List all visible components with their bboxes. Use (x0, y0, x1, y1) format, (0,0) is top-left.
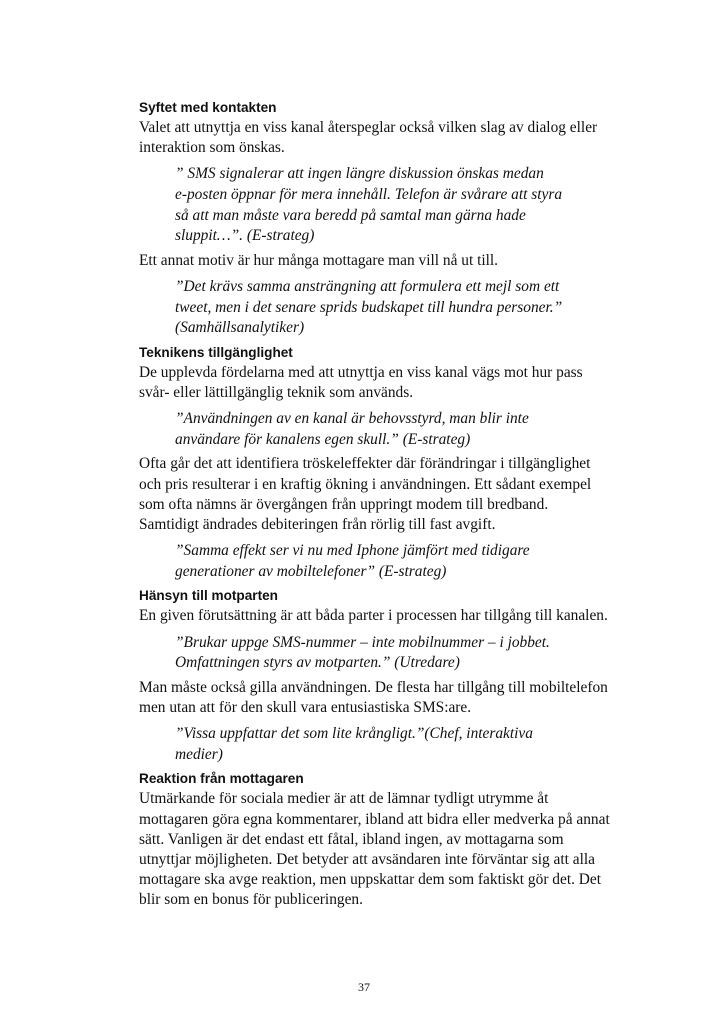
quote-block (175, 277, 575, 339)
quote-line: användare för kanalens egen skull.” (E-strateg) (175, 430, 471, 448)
quote-block (175, 633, 575, 674)
text-line: interaktion som önskas. (139, 139, 285, 157)
text-line: Valet att utnyttja en viss kanal återspeglar också vilken slag av dialog eller (139, 119, 598, 136)
text-line: och pris resulterar i en kraftig ökning i användningen. Ett sådant exempel (139, 475, 592, 493)
text-line: Utmärkande för sociala medier är att de lämnar tydligt utrymme åt (139, 790, 549, 808)
quote-line: medier) (175, 745, 223, 763)
quote-line: Omfattningen styrs av motparten.” (Utredare) (175, 654, 460, 672)
quote-block (175, 724, 575, 765)
page-content (139, 98, 609, 917)
quote-line: ”Vissa uppfattar det som lite krångligt.”(Chef, interaktiva (175, 725, 533, 743)
text-line: De upplevda fördelarna med att utnyttja en viss kanal vägs mot hur pass (139, 363, 583, 381)
text-line: svår- eller lättillgänglig teknik som används. (139, 383, 414, 401)
text-line: men utan att för den skull vara entusiastiska SMS:are. (139, 698, 472, 716)
paragraph (139, 606, 609, 626)
text-line: Man måste också gilla användningen. De flesta har tillgång till mobiltelefon (139, 678, 608, 696)
paragraph (139, 678, 609, 718)
text-line: Samtidigt ändrades debiteringen från rörlig till fast avgift. (139, 515, 496, 533)
quote-block (175, 409, 575, 450)
text-line: sätt. Vanligen är det endast ett fåtal, ibland ingen, av mottagarna som (139, 830, 564, 848)
section-heading: Reaktion från mottagaren (139, 771, 304, 787)
text-line: mottagaren göra egna kommentarer, ibland att bidra eller medverka på annat (139, 810, 610, 828)
quote-line: tweet, men i det senare sprids budskapet till hundra personer.” (175, 298, 563, 316)
text-line: blir som en bonus för publiceringen. (139, 891, 363, 909)
text-line: Ofta går det att identifiera tröskeleffekter där förändringar i tillgänglighet (139, 455, 591, 473)
section-syftet (139, 98, 609, 339)
text-line: Ett annat motiv är hur många mottagare man vill nå ut till. (139, 251, 499, 269)
quote-line: e-posten öppnar för mera innehåll. Telefon är svårare att styra (175, 186, 563, 203)
page-number: 37 (358, 980, 370, 994)
section-teknikens (139, 343, 609, 583)
paragraph (139, 251, 609, 271)
text-line: mottagare ska avge reaktion, men uppskattar dem som faktiskt gör det. Det (139, 871, 602, 889)
text-line: som ofta nämns är övergången från uppringt modem till bredband. (139, 495, 549, 513)
text-line: utnyttjar möjligheten. Det betyder att avsändaren inte förväntar sig att alla (139, 850, 596, 868)
section-heading: Hänsyn till motparten (139, 588, 278, 604)
quote-line: ” SMS signalerar att ingen längre diskussion önskas medan (175, 165, 544, 183)
quote-block (175, 164, 575, 246)
quote-line: ”Användningen av en kanal är behovsstyrd, man blir inte (175, 410, 529, 428)
quote-line: ”Det krävs samma ansträngning att formulera ett mejl som ett (175, 277, 560, 295)
paragraph (139, 789, 609, 910)
paragraph (139, 454, 609, 535)
quote-line: ”Samma effekt ser vi nu med Iphone jämfört med tidigare (175, 542, 530, 560)
paragraph (139, 363, 609, 403)
text-line: En given förutsättning är att båda parter i processen har tillgång till kanalen. (139, 607, 608, 625)
quote-line: (Samhällsanalytiker) (175, 319, 305, 337)
quote-line: sluppit…”. (E-strateg) (175, 227, 315, 245)
section-heading: Teknikens tillgänglighet (139, 344, 293, 360)
section-reaktion (139, 769, 609, 910)
section-heading: Syftet med kontakten (139, 100, 277, 115)
section-hansyn (139, 586, 609, 765)
quote-block (175, 541, 575, 582)
quote-line: så att man måste vara beredd på samtal man gärna hade (175, 206, 526, 224)
quote-line: generationer av mobiltelefoner” (E-strateg) (175, 562, 447, 580)
quote-line: ”Brukar uppge SMS-nummer – inte mobilnummer – i jobbet. (175, 633, 550, 651)
paragraph (139, 118, 609, 158)
